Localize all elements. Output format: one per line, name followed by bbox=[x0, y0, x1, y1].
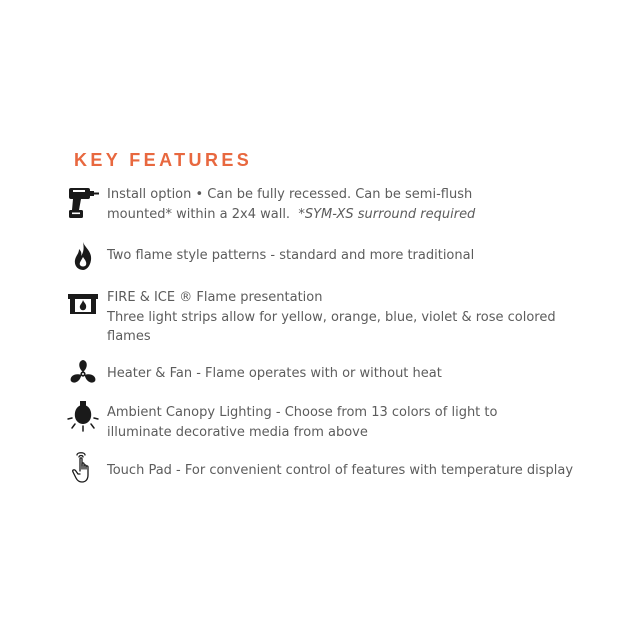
feature-fire-ice-line3: flames bbox=[107, 329, 151, 344]
touch-hand-icon bbox=[66, 451, 100, 485]
feature-fire-ice-line2: Three light strips allow for yellow, orange, blue, violet & rose colored bbox=[107, 309, 556, 325]
feature-heater-fan-line1: Heater & Fan - Flame operates with or without heat bbox=[107, 366, 442, 381]
feature-install-note: *SYM-XS surround required bbox=[298, 206, 476, 222]
feature-canopy-lighting-text bbox=[107, 403, 627, 442]
feature-install-line2 bbox=[107, 205, 627, 225]
feature-touch-pad-line1: Touch Pad - For convenient control of features with temperature display bbox=[107, 463, 574, 478]
feature-fire-ice-line1: FIRE & ICE ® Flame presentation bbox=[107, 290, 323, 305]
feature-flame-styles-text bbox=[107, 246, 627, 266]
feature-touch-pad-text bbox=[107, 461, 627, 481]
feature-install-text bbox=[107, 185, 627, 224]
feature-install-line2-main: mounted* within a 2x4 wall. bbox=[107, 206, 291, 222]
fan-icon bbox=[66, 357, 100, 391]
light-bulb-icon bbox=[66, 399, 100, 433]
section-heading: KEY FEATURES bbox=[74, 150, 253, 170]
flame-icon bbox=[66, 239, 100, 273]
feature-heater-fan-text bbox=[107, 364, 627, 384]
feature-flame-styles-line1: Two flame style patterns - standard and more traditional bbox=[107, 248, 475, 263]
feature-install-line1: Install option • Can be fully recessed. Can be semi-flush bbox=[107, 187, 473, 202]
drill-icon bbox=[66, 186, 100, 220]
feature-canopy-lighting-line2: illuminate decorative media from above bbox=[107, 424, 368, 440]
fireplace-icon bbox=[66, 288, 100, 322]
feature-fire-ice-text bbox=[107, 288, 627, 347]
feature-canopy-lighting-line1: Ambient Canopy Lighting - Choose from 13 colors of light to bbox=[107, 405, 498, 420]
